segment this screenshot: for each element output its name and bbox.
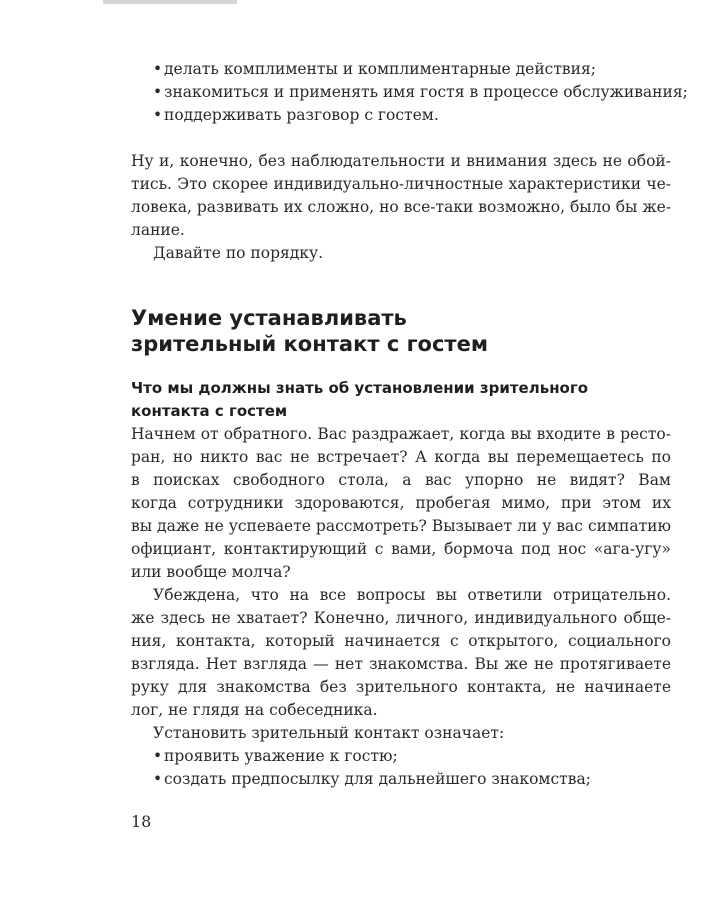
- paragraph-line: Ну и, конечно, без наблюдательности и внимания здесь не обой-: [131, 152, 671, 170]
- subheading-line: Что мы должны знать об установлении зрительного: [131, 379, 589, 397]
- list-item: • делать комплименты и комплиментарные действия;: [153, 58, 693, 81]
- paragraph-line: тись. Это скорее индивидуально-личностные характеристики че-: [131, 175, 671, 193]
- list-item: • создать предпосылку для дальнейшего знакомства;: [153, 768, 693, 791]
- paragraph-line: руку для знакомства без зрительного контакта, не начинаете: [131, 678, 671, 696]
- paragraph-line: ран, но никто вас не встречает? А когда вы перемещаетесь по: [131, 448, 671, 466]
- bullet-mark: •: [153, 770, 163, 788]
- bullet-mark: •: [153, 106, 163, 124]
- paragraph-line: в поисках свободного стола, а вас упорно не видят? Вам: [131, 471, 671, 489]
- paragraph-line: Давайте по порядку.: [153, 244, 324, 262]
- list-item: • поддерживать разговор с гостем.: [153, 104, 693, 127]
- paragraph-line: Убеждена, что на все вопросы вы ответили отрицательно.: [153, 586, 671, 604]
- paragraph-line: или вообще молча?: [131, 563, 291, 581]
- paragraph-line: официант, контактирующий с вами, бормоча под нос «ага-угу»: [131, 540, 671, 558]
- bullet-mark: •: [153, 747, 163, 765]
- paragraph-line: ния, контакта, который начинается с открытого, социального: [131, 632, 671, 650]
- section-heading-line: зрительный контакт с гостем: [131, 332, 488, 356]
- list-item: • проявить уважение к гостю;: [153, 745, 693, 768]
- paragraph-line: когда сотрудники здороваются, пробегая мимо, при этом их: [131, 494, 671, 512]
- paragraph-line: же здесь не хватает? Конечно, личного, индивидуального обще-: [131, 609, 671, 627]
- paragraph-line: Установить зрительный контакт означает:: [153, 724, 505, 742]
- section-heading-line: Умение устанавливать: [131, 306, 407, 330]
- page-number: 18: [131, 812, 152, 831]
- paragraph-line: Начнем от обратного. Вас раздражает, когда вы входите в ресто-: [131, 425, 671, 443]
- list-item: • знакомиться и применять имя гостя в процессе обслуживания;: [153, 81, 693, 104]
- paragraph-line: лание.: [131, 221, 185, 239]
- paragraph-line: ловека, развивать их сложно, но все-таки возможно, было бы же-: [131, 198, 671, 216]
- bullet-mark: •: [153, 60, 163, 78]
- paragraph-line: вы даже не успеваете рассмотреть? Вызывает ли у вас симпатию: [131, 517, 671, 535]
- subheading-line: контакта с гостем: [131, 402, 288, 420]
- paragraph-line: взгляда. Нет взгляда — нет знакомства. Вы же не протягиваете: [131, 655, 671, 673]
- bullet-mark: •: [153, 83, 163, 101]
- top-edge-mark: [103, 0, 237, 4]
- paragraph-line: лог, не глядя на собеседника.: [131, 701, 378, 719]
